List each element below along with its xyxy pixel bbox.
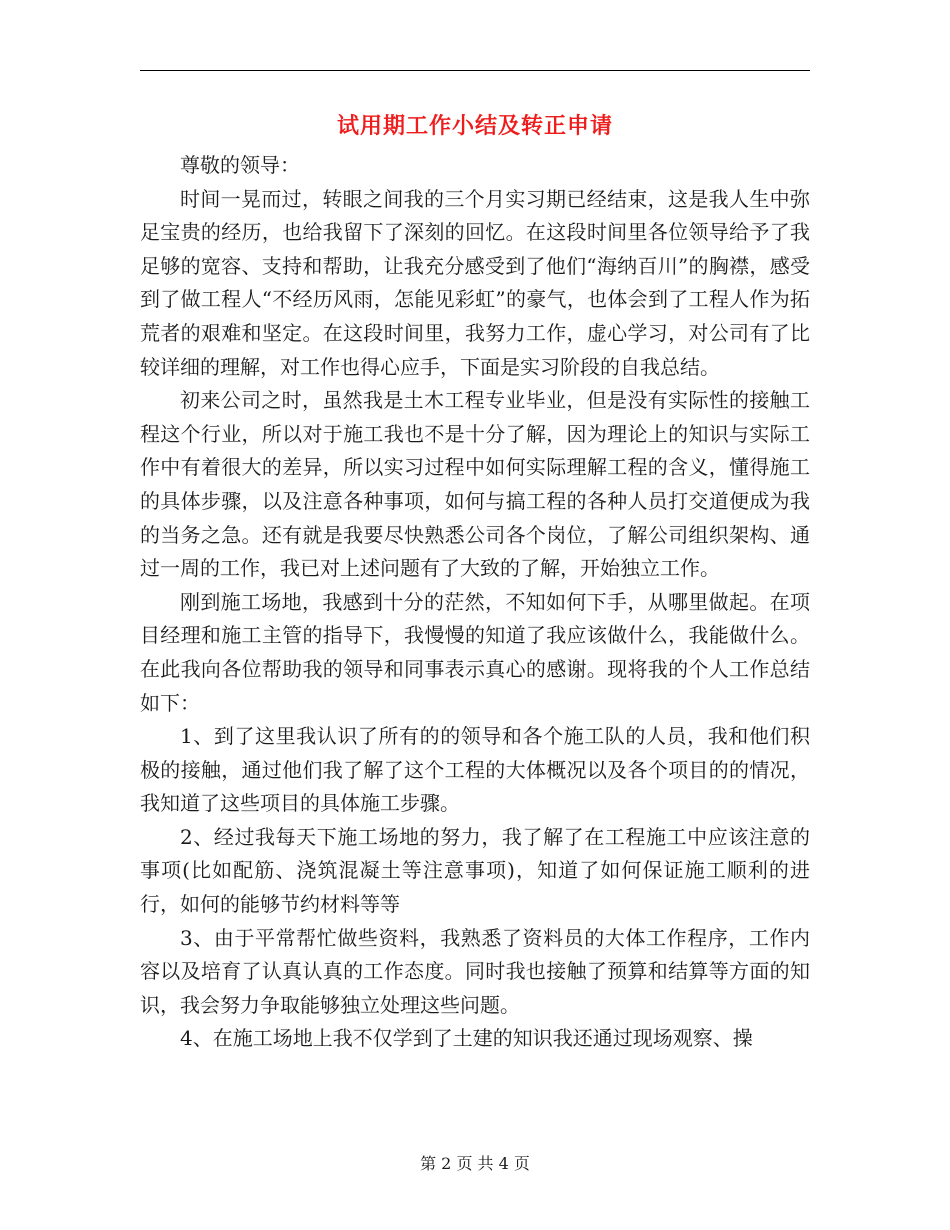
page-footer: 第 2 页 共 4 页: [420, 1154, 530, 1173]
list-item-2: 2、经过我每天下施工场地的努力，我了解了在工程施工中应该注意的事项(比如配筋、浇筑混凝土等注意事项)，知道了如何保证施工顺利的进行，如何的能够节约材料等等: [140, 824, 810, 917]
list-item-1: 1、到了这里我认识了所有的的领导和各个施工队的人员，我和他们积极的接触，通过他们我了解了这个工程的大体概况以及各个项目的的情况，我知道了这些项目的具体施工步骤。: [140, 724, 810, 816]
list-item-4: 4、在施工场地上我不仅学到了土建的知识我还通过现场观察、操: [180, 1026, 753, 1051]
header-rule: [140, 70, 810, 71]
document-body: [140, 149, 810, 1056]
document-title: 试用期工作小结及转正申请: [336, 114, 613, 139]
paragraph-site: 刚到施工场地，我感到十分的茫然，不知如何下手，从哪里做起。在项目经理和施工主管的指导下，我慢慢的知道了我应该做什么，我能做什么。在此我向各位帮助我的领导和同事表示真心的感谢。现将我的个人工作总结如下：: [140, 589, 810, 715]
list-item-3: 3、由于平常帮忙做些资料，我熟悉了资料员的大体工作程序，工作内容以及培育了认真认真的工作态度。同时我也接触了预算和结算等方面的知识，我会努力争取能够独立处理这些问题。: [140, 925, 810, 1017]
paragraph-intro: 时间一晃而过，转眼之间我的三个月实习期已经结束，这是我人生中弥足宝贵的经历，也给我留下了深刻的回忆。在这段时间里各位领导给予了我足够的宽容、支持和帮助，让我充分感受到了他们“海纳百川”的胸襟，感受到了做工程人“不经历风雨，怎能见彩虹”的豪气，也体会到了工程人作为拓荒者的艰难和坚定。在这段时间里，我努力工作，虚心学习，对公司有了比较详细的理解，对工作也得心应手，下面是实习阶段的自我总结。: [140, 186, 810, 379]
salutation: 尊敬的领导：: [180, 153, 300, 177]
paragraph-background: 初来公司之时，虽然我是土木工程专业毕业，但是没有实际性的接触工程这个行业，所以对于施工我也不是十分了解，因为理论上的知识与实际工作中有着很大的差异，所以实习过程中如何实际理解工程的含义，懂得施工的具体步骤，以及注意各种事项，如何与搞工程的各种人员打交道便成为我的当务之急。还有就是我要尽快熟悉公司各个岗位，了解公司组织架构、通过一周的工作，我已对上述问题有了大致的了解，开始独立工作。: [140, 388, 810, 581]
